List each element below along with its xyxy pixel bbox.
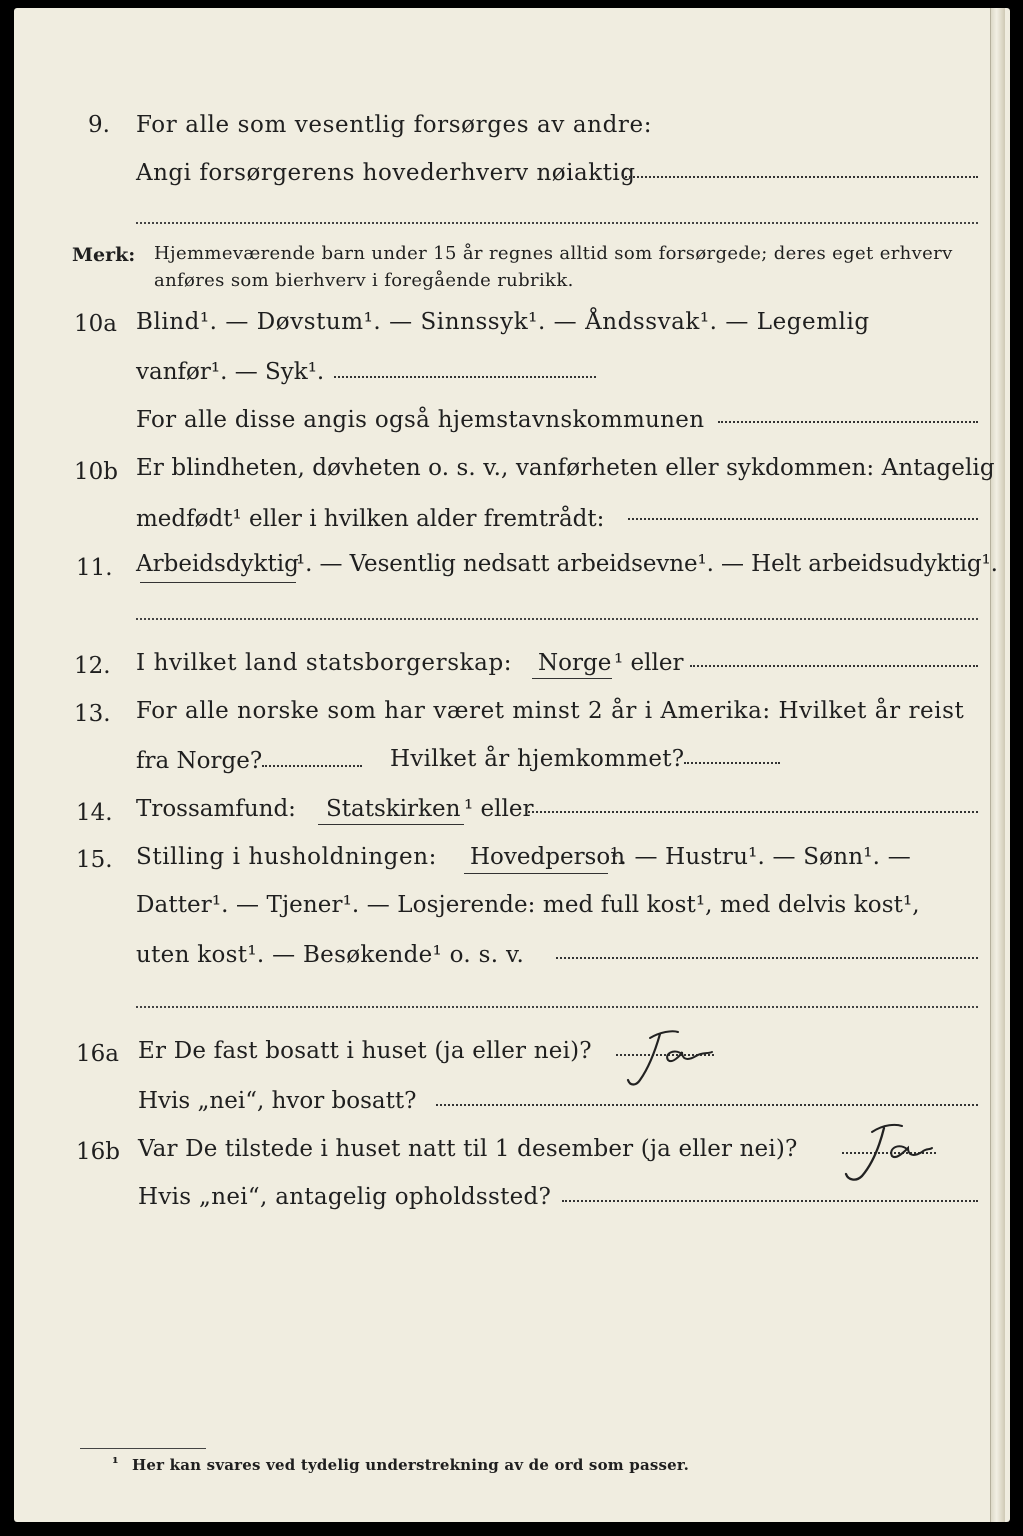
q10a-line-2: vanfør¹. — Syk¹. xyxy=(136,359,325,385)
q11-number: 11. xyxy=(76,555,113,581)
q15-stilling-field[interactable] xyxy=(556,957,978,959)
q14-number: 14. xyxy=(76,800,113,826)
footnote-mark: ¹ xyxy=(112,1454,119,1472)
q11-underline xyxy=(140,582,296,583)
q9-answer-line-2[interactable] xyxy=(136,222,978,224)
q12-suffix: ¹ eller xyxy=(614,650,684,676)
q10b-alder-field[interactable] xyxy=(628,518,978,520)
q14-option-statskirken[interactable]: Statskirken xyxy=(326,796,461,822)
q16a-hvis-nei: Hvis „nei“, hvor bosatt? xyxy=(138,1088,417,1114)
q14-suffix: ¹ eller xyxy=(464,796,534,822)
q15-number: 15. xyxy=(76,847,113,873)
q10a-line-1: Blind¹. — Døvstum¹. — Sinnssyk¹. — Åndssvak¹. — Legemlig xyxy=(136,309,870,335)
q10b-number: 10b xyxy=(74,459,118,485)
q9-number: 9. xyxy=(88,112,110,138)
q12-land-field[interactable] xyxy=(690,665,978,667)
q10a-line-3: For alle disse angis også hjemstavnskommunen xyxy=(136,407,705,433)
q14-trossamfund-field[interactable] xyxy=(528,811,978,813)
q9-question: For alle som vesentlig forsørges av andre: xyxy=(136,112,653,138)
q13-number: 13. xyxy=(74,701,111,727)
q16b-question: Var De tilstede i huset natt til 1 desember (ja eller nei)? xyxy=(138,1136,798,1162)
q15-line-3: uten kost¹. — Besøkende¹ o. s. v. xyxy=(136,942,525,968)
merk-line-1: Hjemmeværende barn under 15 år regnes alltid som forsørgede; deres eget erhverv xyxy=(154,243,953,264)
q10a-number: 10a xyxy=(74,311,117,337)
q10b-line-1: Er blindheten, døvheten o. s. v., vanførheten eller sykdommen: Antagelig xyxy=(136,455,995,481)
q16b-hvis-nei: Hvis „nei“, antagelig opholdssted? xyxy=(138,1184,552,1210)
q9-instruction: Angi forsørgerens hovederhverv nøiaktig xyxy=(136,160,636,186)
q11-answer-line[interactable] xyxy=(136,618,978,620)
q13-hjemkommet-label: Hvilket år hjemkommet? xyxy=(390,746,685,772)
q12-prefix: I hvilket land statsborgerskap: xyxy=(136,650,513,676)
q10a-syk-field[interactable] xyxy=(334,376,596,378)
q12-option-norge[interactable]: Norge xyxy=(538,650,612,676)
q15-answer-line[interactable] xyxy=(136,1006,978,1008)
q16a-bosatt-field[interactable] xyxy=(436,1104,978,1106)
q15-option-hovedperson[interactable]: Hovedperson xyxy=(470,844,626,870)
page-edge xyxy=(990,8,1005,1522)
q16a-handwritten-answer xyxy=(616,1026,716,1090)
footnote-rule xyxy=(80,1448,206,1449)
q12-number: 12. xyxy=(74,653,111,679)
q15-underline xyxy=(464,873,608,874)
q15-line-1-rest: ¹. — Hustru¹. — Sønn¹. — xyxy=(610,844,911,870)
q13-hjemkommet-field[interactable] xyxy=(684,762,780,764)
footnote-text: Her kan svares ved tydelig understrekning av de ord som passer. xyxy=(132,1456,690,1474)
merk-line-2: anføres som bierhverv i foregående rubrikk. xyxy=(154,270,574,291)
q14-prefix: Trossamfund: xyxy=(136,796,296,822)
q10b-line-2: medfødt¹ eller i hvilken alder fremtrådt: xyxy=(136,506,605,532)
q10a-hjemstavn-field[interactable] xyxy=(718,421,978,423)
q11-rest: ¹. — Vesentlig nedsatt arbeidsevne¹. — Helt arbeidsudyktig¹. xyxy=(296,551,998,577)
q9-answer-field[interactable] xyxy=(622,176,978,178)
q12-underline xyxy=(532,678,612,679)
q15-line-2: Datter¹. — Tjener¹. — Losjerende: med full kost¹, med delvis kost¹, xyxy=(136,892,920,918)
q13-line-1: For alle norske som har været minst 2 år i Amerika: Hvilket år reist xyxy=(136,698,965,724)
q16a-number: 16a xyxy=(76,1041,119,1067)
q13-reist-label: fra Norge? xyxy=(136,748,263,774)
q15-prefix: Stilling i husholdningen: xyxy=(136,844,437,870)
q16b-opholdssted-field[interactable] xyxy=(562,1200,978,1202)
q13-reist-field[interactable] xyxy=(262,765,362,767)
q16b-handwritten-answer xyxy=(836,1118,936,1188)
merk-label: Merk: xyxy=(72,244,136,266)
q16b-number: 16b xyxy=(76,1139,120,1165)
q14-underline xyxy=(318,824,464,825)
q16a-question: Er De fast bosatt i huset (ja eller nei)? xyxy=(138,1038,592,1064)
q11-option-arbeidsdyktig[interactable]: Arbeidsdyktig xyxy=(136,551,299,577)
